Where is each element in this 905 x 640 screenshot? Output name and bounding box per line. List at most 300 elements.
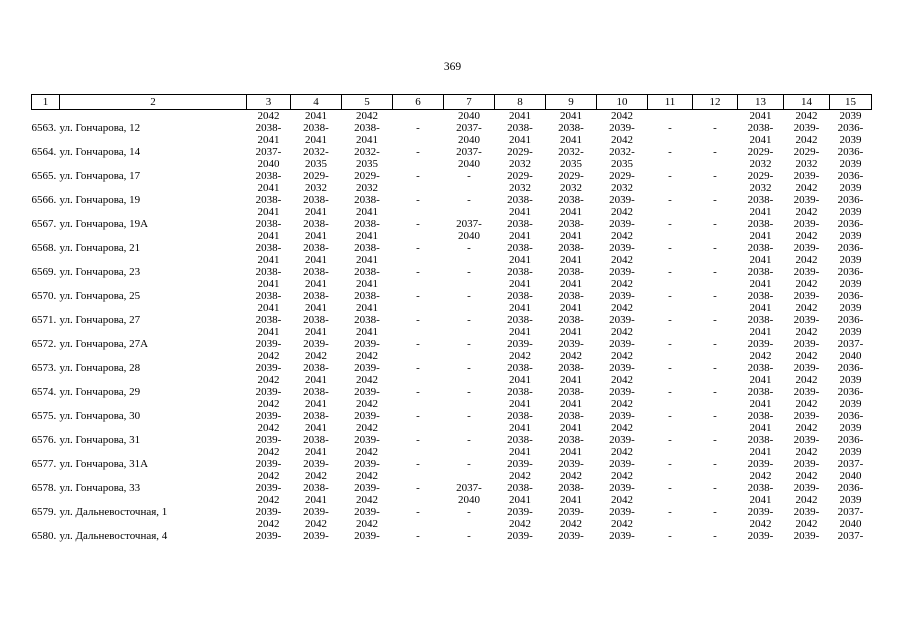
- cell-col-13: 2038-: [747, 386, 774, 398]
- cell-col-15: 2039: [839, 182, 862, 194]
- cell-col-7: [444, 350, 495, 362]
- cell-col-11: -: [668, 170, 672, 182]
- cell-col-9: 2038-: [558, 482, 584, 494]
- cell-col-13: 2041: [749, 206, 772, 218]
- cell-col-2: [60, 158, 247, 170]
- cell-col-11: -: [668, 194, 672, 206]
- cell-col-4: 2041: [305, 230, 327, 242]
- column-header-12: 12: [693, 95, 738, 110]
- cell-col-5: 2042: [356, 350, 378, 362]
- row-address: ул. Дальневосточная, 4: [59, 530, 168, 542]
- cell-col-10: 2042: [611, 230, 633, 242]
- cell-col-6: [393, 134, 444, 146]
- cell-col-5: 2039-: [354, 530, 380, 542]
- table-row-continuation: [32, 446, 872, 458]
- cell-col-10: 2039-: [609, 338, 635, 350]
- table-body: [32, 110, 872, 543]
- row-address: ул. Гончарова, 19: [59, 194, 141, 206]
- cell-col-6: -: [416, 530, 420, 542]
- cell-col-14: 2032: [795, 158, 818, 170]
- cell-col-14: 2042: [795, 374, 818, 386]
- cell-col-5: 2041: [356, 206, 378, 218]
- cell-col-9: 2039-: [558, 506, 584, 518]
- cell-col-4: 2038-: [303, 242, 329, 254]
- cell-col-4: 2041: [305, 134, 327, 146]
- cell-col-3: 2039-: [255, 410, 282, 422]
- cell-col-11: -: [668, 218, 672, 230]
- row-number: 6570.: [31, 290, 57, 302]
- table-row-continuation: [32, 158, 872, 170]
- cell-col-13: 2039-: [747, 458, 774, 470]
- row-address: ул. Гончарова, 14: [59, 146, 141, 158]
- row-number: 6571.: [31, 314, 57, 326]
- cell-col-4: 2038-: [303, 290, 329, 302]
- cell-col-3: 2038-: [255, 194, 282, 206]
- cell-col-7: 2040: [458, 158, 480, 170]
- cell-col-5: 2039-: [354, 386, 380, 398]
- cell-col-13: 2039-: [747, 506, 774, 518]
- cell-col-15: 2036-: [837, 242, 864, 254]
- cell-col-11: -: [668, 338, 672, 350]
- cell-col-5: 2029-: [354, 170, 380, 182]
- cell-col-3: 2039-: [255, 506, 282, 518]
- cell-col-2: [60, 494, 247, 506]
- cell-col-13: 2032: [749, 158, 772, 170]
- cell-col-14: 2039-: [793, 530, 820, 542]
- cell-col-9: 2041: [560, 206, 582, 218]
- cell-col-7: -: [467, 170, 471, 182]
- cell-col-7: 2040: [458, 494, 480, 506]
- cell-col-3: 2041: [257, 230, 280, 242]
- cell-col-7: -: [467, 314, 471, 326]
- cell-col-8: 2042: [509, 350, 531, 362]
- cell-col-12: [693, 206, 738, 218]
- row-address: ул. Гончарова, 27А: [59, 338, 149, 350]
- cell-col-2: [60, 230, 247, 242]
- column-header-1: 1: [32, 95, 60, 110]
- column-header-7: 7: [444, 95, 495, 110]
- cell-col-11: [648, 134, 693, 146]
- cell-col-4: 2041: [305, 374, 327, 386]
- cell-col-3: 2042: [257, 350, 280, 362]
- row-address: ул. Гончарова, 31: [59, 434, 141, 446]
- cell-col-13: 2038-: [747, 290, 774, 302]
- cell-col-1: [32, 350, 60, 362]
- cell-col-10: 2042: [611, 134, 633, 146]
- cell-col-6: [393, 326, 444, 338]
- cell-col-4: 2038-: [303, 386, 329, 398]
- cell-col-3: 2041: [257, 206, 280, 218]
- cell-col-3: 2041: [257, 278, 280, 290]
- cell-col-12: -: [713, 434, 717, 446]
- cell-col-8: 2038-: [507, 242, 533, 254]
- cell-col-8: 2042: [509, 518, 531, 530]
- table-row: [32, 506, 872, 518]
- cell-col-14: 2042: [795, 182, 818, 194]
- cell-col-9: 2038-: [558, 242, 584, 254]
- cell-col-6: [393, 206, 444, 218]
- cell-col-11: -: [668, 266, 672, 278]
- cell-col-4: 2038-: [303, 122, 329, 134]
- row-number: 6565.: [31, 170, 57, 182]
- row-number: 6580.: [31, 530, 57, 542]
- cell-col-14: 2039-: [793, 218, 820, 230]
- table-row-continuation: [32, 302, 872, 314]
- cell-col-5: 2038-: [354, 194, 380, 206]
- cell-col-9: 2041: [560, 302, 582, 314]
- cell-col-5: 2042: [356, 398, 378, 410]
- cell-col-2: [60, 134, 247, 146]
- cell-col-8: 2032: [509, 158, 531, 170]
- cell-col-7: 2037-: [456, 146, 482, 158]
- cell-col-10: 2039-: [609, 290, 635, 302]
- cell-col-3: 2042: [257, 398, 280, 410]
- cell-col-11: -: [668, 314, 672, 326]
- row-address: ул. Дальневосточная, 1: [59, 506, 168, 518]
- cell-col-2: [60, 182, 247, 194]
- row-address: ул. Гончарова, 17: [59, 170, 141, 182]
- cell-col-13: 2038-: [747, 242, 774, 254]
- cell-col-4: 2038-: [303, 482, 329, 494]
- cell-col-4: 2038-: [303, 434, 329, 446]
- cell-col-9: 2038-: [558, 362, 584, 374]
- row-address: ул. Гончарова, 19А: [59, 218, 149, 230]
- cell-col-11: [648, 182, 693, 194]
- cell-col-10: 2035: [611, 158, 633, 170]
- cell-col-8: 2041: [509, 422, 531, 434]
- cell-col-14: 2039-: [793, 122, 820, 134]
- cell-col-13: 2041: [749, 254, 772, 266]
- cell-col-2: [60, 398, 247, 410]
- cell-col-6: -: [416, 170, 420, 182]
- cell-col-15: 2039: [839, 278, 862, 290]
- cell-col-8: 2029-: [507, 170, 533, 182]
- cell-col-2: [60, 374, 247, 386]
- cell-col-12: [693, 374, 738, 386]
- row-number: 6568.: [31, 242, 57, 254]
- cell-col-8: 2041: [509, 326, 531, 338]
- cell-col-7: -: [467, 410, 471, 422]
- cell-col-14: 2029-: [793, 146, 820, 158]
- cell-col-8: 2038-: [507, 122, 533, 134]
- cell-col-3: 2041: [257, 182, 280, 194]
- cell-col-14: 2039-: [793, 362, 820, 374]
- table-row: [32, 434, 872, 446]
- cell-col-7: 2040: [458, 110, 480, 122]
- cell-col-7: -: [467, 506, 471, 518]
- cell-col-15: 2039: [839, 446, 862, 458]
- cell-col-6: [393, 518, 444, 530]
- cell-col-2: [60, 278, 247, 290]
- cell-col-6: [393, 374, 444, 386]
- cell-col-12: -: [713, 266, 717, 278]
- cell-col-8: 2041: [509, 302, 531, 314]
- row-number: 6564.: [31, 146, 57, 158]
- cell-col-4: 2038-: [303, 266, 329, 278]
- cell-col-7: [444, 302, 495, 314]
- cell-col-12: [693, 398, 738, 410]
- cell-col-12: [693, 422, 738, 434]
- cell-col-1: [32, 158, 60, 170]
- row-number: 6576.: [31, 434, 57, 446]
- cell-col-11: -: [668, 122, 672, 134]
- cell-col-5: 2039-: [354, 506, 380, 518]
- cell-col-6: -: [416, 266, 420, 278]
- cell-col-10: 2042: [611, 470, 633, 482]
- cell-col-14: 2039-: [793, 338, 820, 350]
- cell-col-10: 2039-: [609, 434, 635, 446]
- cell-col-13: 2038-: [747, 434, 774, 446]
- cell-col-6: -: [416, 386, 420, 398]
- row-number: 6575.: [31, 410, 57, 422]
- cell-col-5: 2038-: [354, 266, 380, 278]
- cell-col-13: 2042: [749, 470, 772, 482]
- cell-col-13: 2041: [749, 494, 772, 506]
- cell-col-9: 2039-: [558, 530, 584, 542]
- cell-col-5: 2032-: [354, 146, 380, 158]
- cell-col-10: 2039-: [609, 506, 635, 518]
- cell-col-8: 2042: [509, 470, 531, 482]
- cell-col-9: 2041: [560, 398, 582, 410]
- cell-col-10: 2042: [611, 422, 633, 434]
- cell-col-8: 2038-: [507, 434, 533, 446]
- cell-col-9: 2035: [560, 158, 582, 170]
- cell-col-4: 2038-: [303, 194, 329, 206]
- cell-col-11: [648, 110, 693, 123]
- page-number: 369: [443, 61, 462, 73]
- cell-col-9: 2038-: [558, 314, 584, 326]
- cell-col-2: [60, 470, 247, 482]
- table-row: [32, 146, 872, 158]
- cell-col-2: [60, 518, 247, 530]
- cell-col-12: [693, 350, 738, 362]
- cell-col-13: 2041: [749, 134, 772, 146]
- cell-col-5: 2039-: [354, 338, 380, 350]
- cell-col-12: -: [713, 410, 717, 422]
- cell-col-5: 2041: [356, 134, 378, 146]
- cell-col-8: 2038-: [507, 218, 533, 230]
- cell-col-1: [32, 278, 60, 290]
- cell-col-10: 2042: [611, 206, 633, 218]
- row-address: ул. Гончарова, 30: [59, 410, 141, 422]
- column-header-8: 8: [495, 95, 546, 110]
- cell-col-15: 2040: [839, 518, 862, 530]
- cell-col-7: [444, 206, 495, 218]
- cell-col-13: 2041: [749, 278, 772, 290]
- cell-col-13: 2039-: [747, 338, 774, 350]
- cell-col-10: 2039-: [609, 530, 635, 542]
- cell-col-8: 2041: [509, 374, 531, 386]
- cell-col-13: 2042: [749, 518, 772, 530]
- cell-col-4: 2041: [305, 254, 327, 266]
- cell-col-7: 2037-: [456, 218, 482, 230]
- cell-col-12: -: [713, 170, 717, 182]
- cell-col-3: 2038-: [255, 242, 282, 254]
- cell-col-7: -: [467, 242, 471, 254]
- cell-col-10: 2039-: [609, 266, 635, 278]
- cell-col-7: -: [467, 338, 471, 350]
- cell-col-2: [60, 110, 247, 123]
- cell-col-12: [693, 446, 738, 458]
- cell-col-8: 2029-: [507, 146, 533, 158]
- cell-col-8: 2041: [509, 230, 531, 242]
- cell-col-14: 2039-: [793, 434, 820, 446]
- cell-col-4: 2029-: [303, 170, 329, 182]
- cell-col-9: 2029-: [558, 170, 584, 182]
- cell-col-14: 2042: [795, 134, 818, 146]
- cell-col-6: [393, 254, 444, 266]
- cell-col-5: 2041: [356, 326, 378, 338]
- cell-col-12: -: [713, 218, 717, 230]
- cell-col-10: 2039-: [609, 194, 635, 206]
- table-row: [32, 338, 872, 350]
- cell-col-4: 2041: [305, 422, 327, 434]
- cell-col-4: 2039-: [303, 530, 329, 542]
- cell-col-6: -: [416, 434, 420, 446]
- cell-col-7: -: [467, 266, 471, 278]
- cell-col-14: 2042: [795, 206, 818, 218]
- cell-col-12: -: [713, 122, 717, 134]
- cell-col-15: 2036-: [837, 482, 864, 494]
- cell-col-9: 2041: [560, 326, 582, 338]
- cell-col-7: -: [467, 290, 471, 302]
- cell-col-15: 2037-: [837, 458, 864, 470]
- cell-col-4: 2041: [305, 494, 327, 506]
- cell-col-3: 2042: [257, 446, 280, 458]
- cell-col-3: 2042: [257, 470, 280, 482]
- cell-col-11: [648, 470, 693, 482]
- cell-col-8: 2038-: [507, 482, 533, 494]
- cell-col-3: 2042: [257, 494, 280, 506]
- cell-col-15: 2036-: [837, 146, 864, 158]
- cell-col-4: 2038-: [303, 218, 329, 230]
- cell-col-9: 2041: [560, 446, 582, 458]
- cell-col-5: 2035: [356, 158, 378, 170]
- cell-col-4: 2042: [305, 518, 327, 530]
- cell-col-13: 2039-: [747, 530, 774, 542]
- cell-col-3: 2038-: [255, 290, 282, 302]
- cell-col-14: 2039-: [793, 482, 820, 494]
- cell-col-13: 2041: [749, 326, 772, 338]
- cell-col-15: 2040: [839, 470, 862, 482]
- cell-col-7: [444, 422, 495, 434]
- cell-col-10: 2032-: [609, 146, 635, 158]
- cell-col-15: 2039: [839, 230, 862, 242]
- cell-col-10: 2042: [611, 278, 633, 290]
- cell-col-10: 2042: [611, 302, 633, 314]
- cell-col-1: [32, 206, 60, 218]
- cell-col-14: 2039-: [793, 506, 820, 518]
- cell-col-14: 2042: [795, 518, 818, 530]
- cell-col-6: [393, 182, 444, 194]
- cell-col-12: -: [713, 242, 717, 254]
- cell-col-10: 2042: [611, 446, 633, 458]
- cell-col-8: 2041: [509, 494, 531, 506]
- table-row-continuation: [32, 254, 872, 266]
- cell-col-15: 2039: [839, 326, 862, 338]
- cell-col-15: 2036-: [837, 218, 864, 230]
- cell-col-10: 2042: [611, 110, 633, 122]
- column-header-4: 4: [291, 95, 342, 110]
- cell-col-5: 2038-: [354, 122, 380, 134]
- cell-col-9: 2042: [560, 350, 582, 362]
- cell-col-12: -: [713, 362, 717, 374]
- cell-col-13: 2038-: [747, 122, 774, 134]
- table-row-continuation: [32, 470, 872, 482]
- cell-col-11: [648, 230, 693, 242]
- column-header-3: 3: [247, 95, 291, 110]
- cell-col-13: 2038-: [747, 410, 774, 422]
- cell-col-8: 2041: [509, 254, 531, 266]
- cell-col-8: 2039-: [507, 458, 533, 470]
- cell-col-8: 2038-: [507, 410, 533, 422]
- cell-col-13: 2029-: [747, 170, 774, 182]
- cell-col-2: [60, 302, 247, 314]
- cell-col-6: -: [416, 506, 420, 518]
- cell-col-10: 2039-: [609, 314, 635, 326]
- cell-col-5: 2038-: [354, 242, 380, 254]
- cell-col-15: 2036-: [837, 290, 864, 302]
- cell-col-4: 2032-: [303, 146, 329, 158]
- cell-col-12: -: [713, 482, 717, 494]
- table-row: [32, 386, 872, 398]
- cell-col-11: -: [668, 434, 672, 446]
- cell-col-11: [648, 158, 693, 170]
- cell-col-1: [32, 518, 60, 530]
- table-row-continuation: [32, 422, 872, 434]
- cell-col-3: 2039-: [255, 434, 282, 446]
- cell-col-4: 2041: [305, 110, 327, 122]
- cell-col-6: -: [416, 362, 420, 374]
- cell-col-4: 2042: [305, 470, 327, 482]
- cell-col-5: 2039-: [354, 434, 380, 446]
- cell-col-5: 2042: [356, 446, 378, 458]
- cell-col-6: -: [416, 122, 420, 134]
- cell-col-14: 2039-: [793, 386, 820, 398]
- cell-col-7: -: [467, 386, 471, 398]
- cell-col-9: 2042: [560, 470, 582, 482]
- cell-col-1: [32, 254, 60, 266]
- cell-col-15: 2036-: [837, 434, 864, 446]
- cell-col-15: 2039: [839, 494, 862, 506]
- cell-col-12: -: [713, 458, 717, 470]
- cell-col-6: -: [416, 458, 420, 470]
- cell-col-15: 2037-: [837, 530, 864, 542]
- cell-col-7: [444, 398, 495, 410]
- row-address: ул. Гончарова, 28: [59, 362, 141, 374]
- cell-col-13: 2041: [749, 446, 772, 458]
- cell-col-6: [393, 230, 444, 242]
- cell-col-8: 2041: [509, 206, 531, 218]
- cell-col-12: -: [713, 338, 717, 350]
- cell-col-2: [60, 422, 247, 434]
- cell-col-3: 2042: [257, 110, 280, 122]
- table-row: [32, 410, 872, 422]
- cell-col-15: 2039: [839, 422, 862, 434]
- cell-col-11: [648, 302, 693, 314]
- cell-col-14: 2042: [795, 110, 818, 122]
- cell-col-1: [32, 422, 60, 434]
- cell-col-14: 2042: [795, 278, 818, 290]
- cell-col-2: [60, 206, 247, 218]
- cell-col-14: 2042: [795, 446, 818, 458]
- cell-col-12: [693, 518, 738, 530]
- cell-col-13: 2038-: [747, 194, 774, 206]
- cell-col-13: 2029-: [747, 146, 774, 158]
- cell-col-3: 2039-: [255, 386, 282, 398]
- column-header-13: 13: [738, 95, 784, 110]
- cell-col-14: 2039-: [793, 290, 820, 302]
